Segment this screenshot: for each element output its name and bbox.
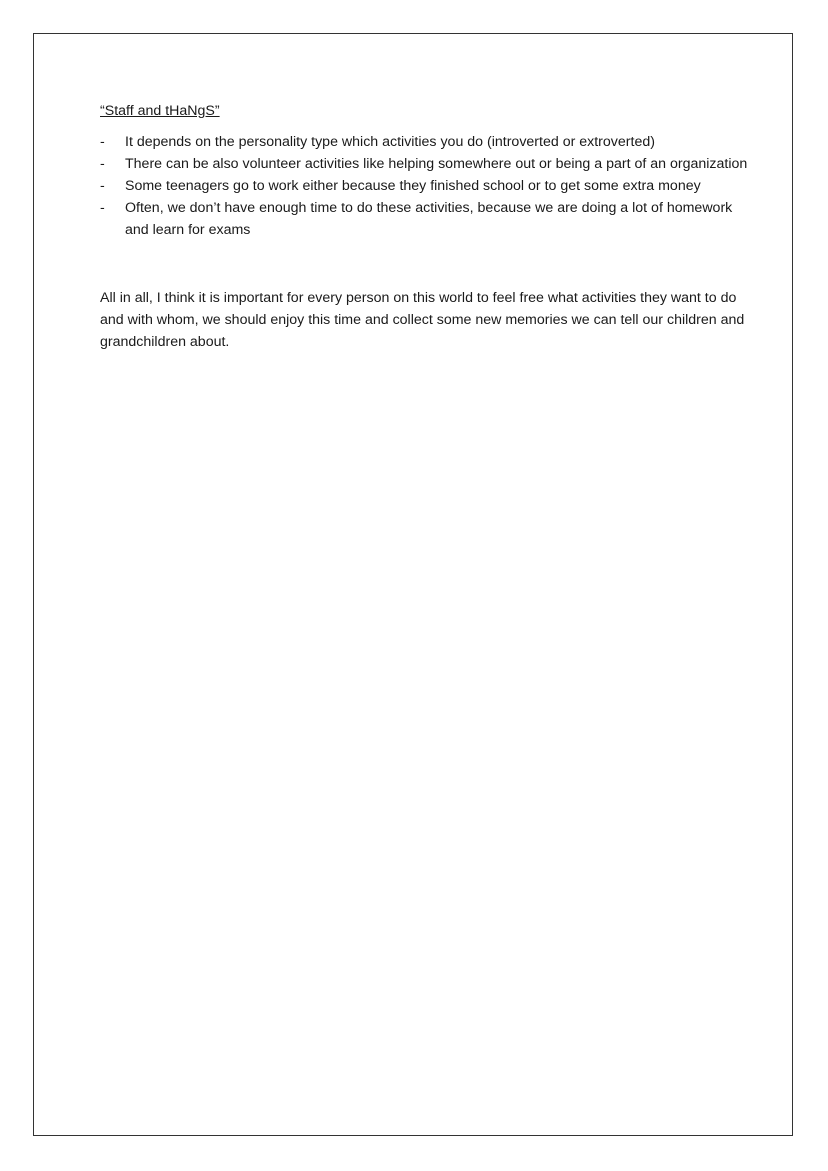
list-item-text: There can be also volunteer activities like helping somewhere out or being a part of an organization	[125, 156, 748, 172]
list-item-text: Often, we don’t have enough time to do these activities, because we are doing a lot of homework and learn for exams	[125, 200, 733, 238]
bullet-list	[100, 131, 750, 241]
document-body	[100, 100, 750, 353]
list-item	[100, 197, 750, 241]
list-item	[100, 131, 750, 153]
section-heading: “Staff and tHaNgS”	[100, 103, 220, 119]
list-item	[100, 153, 750, 175]
list-item-text: It depends on the personality type which activities you do (introverted or extroverted)	[125, 134, 655, 150]
list-item	[100, 175, 750, 197]
bullet-dash: -	[100, 156, 105, 172]
bullet-dash: -	[100, 178, 105, 194]
conclusion-paragraph: All in all, I think it is important for every person on this world to feel free what activities they want to do and with whom, we should enjoy this time and collect some new memories we can tell our children and grandchildren about.	[100, 290, 745, 350]
list-item-text: Some teenagers go to work either because they finished school or to get some extra money	[125, 178, 701, 194]
bullet-dash: -	[100, 134, 105, 150]
bullet-dash: -	[100, 200, 105, 216]
